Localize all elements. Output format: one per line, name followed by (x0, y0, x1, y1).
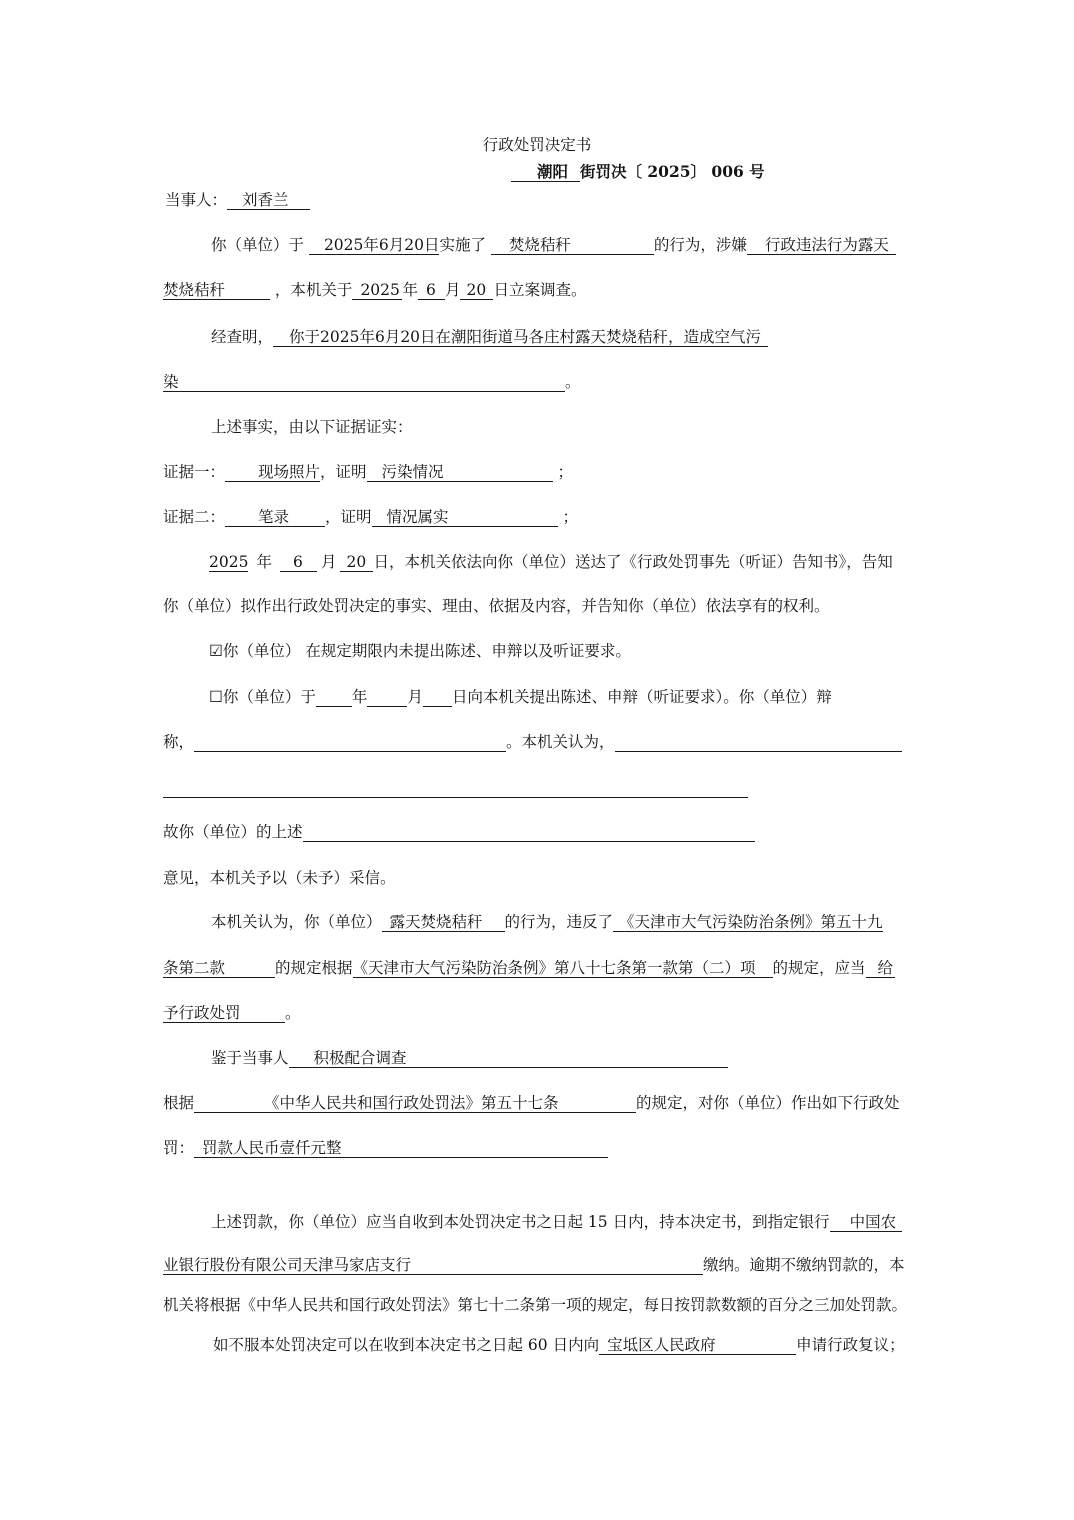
evidence-proves-field: 污染情况 (367, 463, 553, 482)
review-agency-field: 宝坻区人民政府 (599, 1336, 796, 1355)
conclusion-field-cont: 予行政处罚 (163, 1004, 285, 1023)
option-text: 。本机关认为， (506, 733, 615, 751)
penalty-basis-field: 《天津市大气污染防治条例》第八十七条第一款第（二）项 (353, 959, 773, 978)
notice-day-field: 20 (340, 553, 373, 572)
filing-text: 你（单位）于 (211, 236, 309, 254)
penalty-text: 根据 (163, 1094, 195, 1112)
circumstances-line (211, 1048, 728, 1068)
option-text: 月 (407, 688, 423, 706)
findings-end: 。 (565, 373, 581, 391)
filing-text: 的行为，涉嫌 (653, 236, 747, 254)
opinion-blank-cont (163, 779, 748, 798)
evidence-intro: 上述事实，由以下证据证实： (211, 418, 413, 436)
payment-line-1 (211, 1212, 902, 1232)
option-text: 你（单位） 在规定期限内未提出陈述、申辩以及听证要求。 (222, 642, 631, 660)
notice-text: 月 (320, 553, 337, 571)
option-statement-line-3 (163, 778, 748, 798)
decision-end: 。 (285, 1004, 301, 1022)
bank-field-cont: 业银行股份有限公司天津马家店支行 (163, 1256, 703, 1275)
unchecked-box-icon: ☐ (209, 688, 223, 706)
violated-provision-field: 《天津市大气污染防治条例》第五十九 (613, 913, 883, 932)
notice-text: 年 (256, 553, 272, 571)
review-line (213, 1335, 905, 1355)
filing-day-field: 20 (460, 281, 493, 300)
above-opinion-blank (303, 823, 755, 842)
penalty-content-field: 罚款人民币壹仟元整 (194, 1139, 608, 1158)
conclusion-field: 给 (866, 959, 895, 978)
decision-text: 本机关认为，你（单位） (211, 913, 382, 931)
option-text: 你（单位）于 (222, 688, 316, 706)
notice-text: 日，本机关依法向你（单位）送达了《行政处罚事先（听证）告知书》，告知 (373, 553, 893, 571)
decision-text: 的行为，违反了 (504, 913, 614, 931)
evidence-item-2 (163, 507, 578, 527)
payment-line-3: 机关将根据《中华人民共和国行政处罚法》第七十二条第一项的规定，每日按罚款数额的百分之三加处罚款。 (163, 1296, 908, 1314)
filing-month-field: 6 (418, 281, 445, 300)
decision-text: 的规定，应当 (772, 959, 866, 977)
findings-line-2 (163, 372, 581, 392)
suspected-violation-field-cont: 焚烧秸秆 (163, 281, 270, 300)
penalty-text: 罚： (163, 1139, 195, 1157)
party-label: 当事人： (165, 191, 228, 209)
notice-line-1 (209, 552, 893, 572)
filing-line-2 (163, 280, 586, 300)
circumstances-field: 积极配合调查 (289, 1049, 728, 1068)
notice-line-2: 你（单位）拟作出行政处罚决定的事实、理由、依据及内容，并告知你（单位）依法享有的权利。 (163, 597, 830, 615)
filing-text: ，本机关于 (270, 281, 353, 299)
option-text: 称， (163, 733, 195, 751)
evidence-end: ； (557, 508, 578, 526)
act-date-field: 2025年6月20日 (309, 236, 440, 255)
option-text: 年 (351, 688, 368, 706)
decision-line-2 (163, 958, 895, 978)
filing-line-1 (211, 235, 896, 255)
penalty-law-field: 《中华人民共和国行政处罚法》第五十七条 (194, 1094, 636, 1113)
findings-line-1 (211, 327, 768, 347)
evidence-end: ； (552, 463, 573, 481)
act-field: 焚烧秸秆 (491, 236, 654, 255)
review-text: 申请行政复议； (796, 1336, 905, 1354)
option-statement-line-5: 意见，本机关予以（未予）采信。 (163, 869, 396, 887)
statement-year-blank (316, 688, 352, 707)
decision-text: 的规定根据 (275, 959, 353, 977)
circumstances-label: 鉴于当事人 (211, 1049, 289, 1067)
evidence-item-1 (163, 462, 573, 482)
filing-text: 年 (402, 281, 418, 299)
option-statement-line-2 (163, 732, 902, 752)
option-statement-line-4 (163, 822, 755, 842)
payment-text: 上述罚款，你（单位）应当自收到本处罚决定书之日起 15 日内，持本决定书，到指定银行 (211, 1213, 830, 1231)
checked-box-icon: ☑ (209, 642, 223, 660)
evidence-proves-field: 情况属实 (372, 508, 558, 527)
evidence-name-field: 现场照片 (225, 463, 320, 482)
penalty-text: 的规定，对你（单位）作出如下行政处 (636, 1094, 900, 1112)
doc-number-area: 潮阳 (511, 163, 580, 182)
party-line (165, 190, 310, 210)
notice-month-field: 6 (280, 553, 317, 572)
notice-year-field: 2025 (209, 553, 249, 571)
findings-label: 经查明， (211, 328, 274, 346)
filing-text: 实施了 (439, 236, 491, 254)
findings-field: 你于2025年6月20日在潮阳街道马各庄村露天焚烧秸秆，造成空气污 (273, 328, 768, 347)
party-name: 刘香兰 (227, 191, 310, 210)
option-text: 日向本机关提出陈述、申辩（听证要求）。你（单位）辩 (451, 688, 832, 706)
statement-day-blank (423, 688, 452, 707)
suspected-violation-field: 行政违法行为露天 (747, 236, 896, 255)
opinion-blank (615, 733, 902, 752)
evidence-proves-label: ，证明 (320, 463, 367, 481)
decision-line-1 (211, 912, 883, 932)
filing-text: 月 (444, 281, 461, 299)
evidence-proves-label: ，证明 (325, 508, 372, 526)
filing-text: 日立案调查。 (493, 281, 587, 299)
option-statement-line-1 (209, 687, 832, 707)
review-text: 如不服本处罚决定可以在收到本决定书之日起 60 日内向 (213, 1336, 600, 1354)
statement-month-blank (367, 688, 407, 707)
evidence-label: 证据一： (163, 463, 226, 481)
findings-field-cont: 染 (163, 373, 565, 392)
document-title: 行政处罚决定书 (482, 136, 592, 154)
evidence-name-field: 笔录 (225, 508, 325, 527)
doc-number-rest: 街罚决〔 2025〕 006 号 (580, 162, 765, 181)
filing-year-field: 2025 (352, 281, 402, 300)
document-number (511, 162, 765, 182)
payment-text: 缴纳。逾期不缴纳罚款的，本 (703, 1256, 905, 1274)
bank-field: 中国农 (830, 1213, 902, 1232)
claim-blank (194, 733, 506, 752)
option-no-statement (209, 641, 631, 661)
option-text: 故你（单位）的上述 (163, 823, 303, 841)
payment-line-2 (163, 1255, 905, 1275)
evidence-label: 证据二： (163, 508, 226, 526)
penalty-line-1 (163, 1093, 900, 1113)
violated-provision-field-cont: 条第二款 (163, 959, 275, 978)
penalty-line-2 (163, 1138, 608, 1158)
decision-act-field: 露天焚烧秸秆 (382, 913, 505, 932)
decision-line-3 (163, 1003, 301, 1023)
